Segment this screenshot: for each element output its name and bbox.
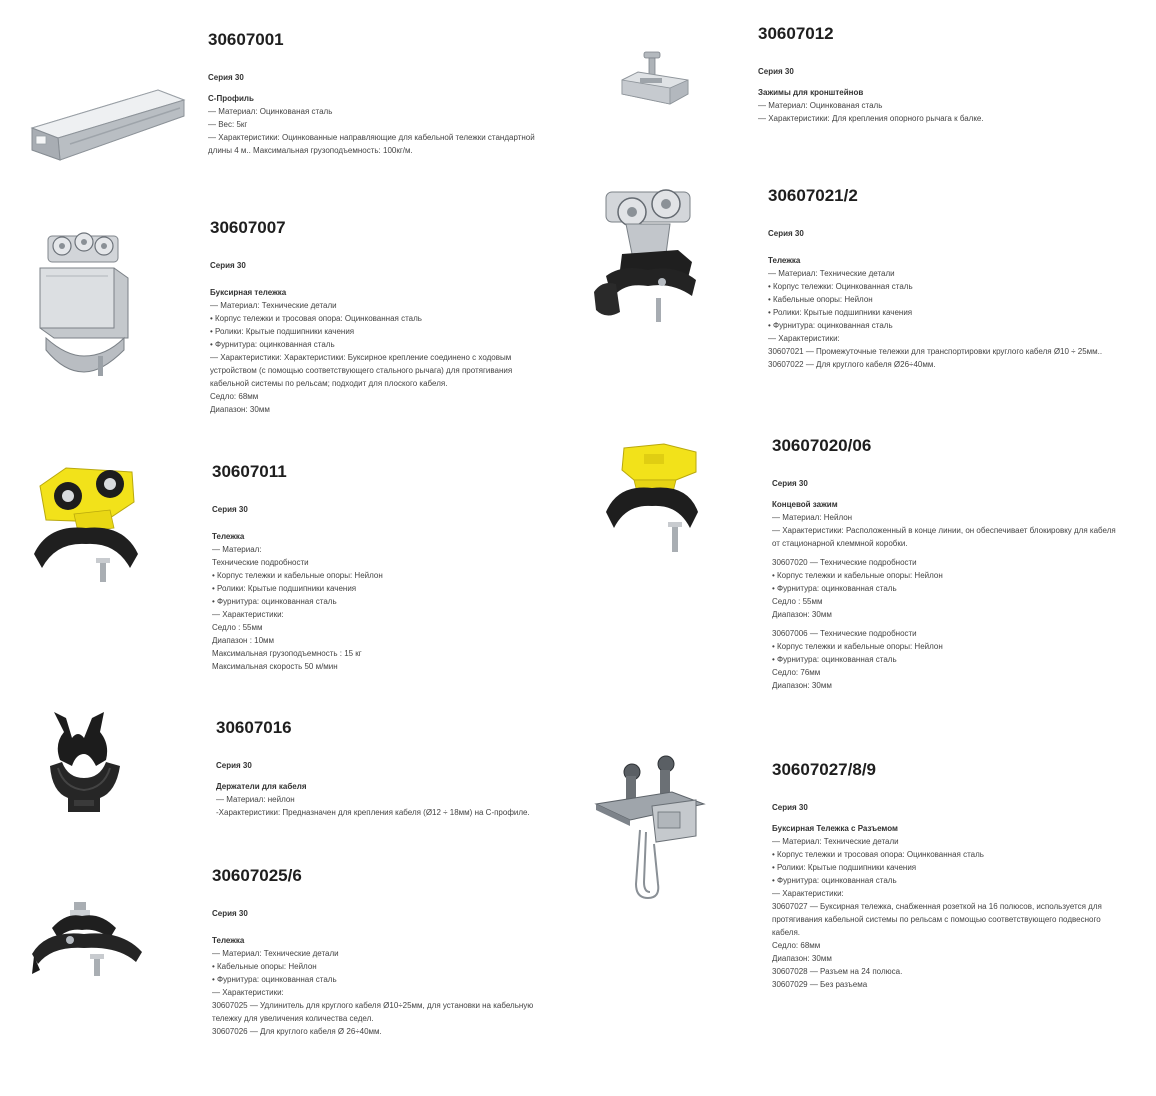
spec-line: Седло : 55мм [212,623,263,632]
spec-line: Седло: 68мм [772,941,821,950]
spec-line: — Материал: Нейлон [772,513,853,522]
spec-line: от стационарной клеммной коробки. [772,539,908,548]
product-code: 30607020/06 [772,436,872,455]
product-series: Серия 30 [772,803,808,812]
spec-line: Диапазон: 30мм [772,954,832,963]
spec-line: • Ролики: Крытые подшипники качения [210,327,355,336]
spec-line: 30607025 — Удлинитель для круглого кабеля Ø10÷25мм, для установки на кабельную [212,1001,534,1010]
spec-line: длины 4 м.. Максимальная грузоподъемность: 100кг/м. [208,146,413,155]
spec-line: • Корпус тележки: Оцинкованная сталь [768,282,913,291]
spec-line: • Корпус тележки и кабельные опоры: Нейлон [772,642,943,651]
spec-line: 30607026 — Для круглого кабеля Ø 26÷40мм. [212,1027,382,1036]
spec-line: Максимальная грузоподъемность : 15 кг [212,649,362,658]
product-code: 30607012 [758,24,834,43]
spec-line: 30607029 — Без разъема [772,980,868,989]
product-name: Буксирная тележка [210,288,287,297]
spec-line: — Характеристики: Расположенный в конце линии, он обеспечивает блокировку для кабеля [772,526,1116,535]
spec-line: Седло : 55мм [772,597,823,606]
towing-trolley-image [36,228,132,384]
product-code: 30607027/8/9 [772,760,876,779]
spec-line: Технические подробности [212,558,309,567]
spec-line: — Материал: Оцинкованая сталь [208,107,333,116]
yellow-trolley-image [30,462,140,586]
spec-line: • Корпус тележки и кабельные опоры: Нейлон [212,571,383,580]
spec-line: 30607027 — Буксирная тележка, снабженная розеткой на 16 полюсов, используется для [772,902,1102,911]
spec-line: • Фурнитура: оцинкованная сталь [212,597,337,606]
spec-line: 30607022 — Для круглого кабеля Ø26÷40мм. [768,360,936,369]
spec-line: — Характеристики: Характеристики: Буксирное крепление соединено с ходовым [210,353,512,362]
spec-line: • Корпус тележки и тросовая опора: Оцинкованная сталь [210,314,422,323]
spec-line: • Фурнитура: оцинкованная сталь [768,321,893,330]
product-name: Буксирная Тележка с Разъемом [772,824,898,833]
spec-line: — Характеристики: [212,610,284,619]
product-series: Серия 30 [772,479,808,488]
spec-line: • Фурнитура: оцинкованная сталь [210,340,335,349]
product-name: Тележка [768,256,801,265]
spec-line: • Фурнитура: оцинкованная сталь [772,584,897,593]
product-code: 30607007 [210,218,286,237]
spec-line: -Характеристики: Предназначен для крепления кабеля (Ø12 ÷ 18мм) на С-профиле. [216,808,530,817]
spec-line: • Фурнитура: оцинкованная сталь [772,655,897,664]
spec-line: — Характеристики: [772,889,844,898]
product-name: Тележка [212,936,245,945]
spec-line: Диапазон: 30мм [772,681,832,690]
bracket-clamp-image [618,50,692,108]
product-name: Тележка [212,532,245,541]
spec-line: Максимальная скорость 50 м/мин [212,662,338,671]
spec-line: Диапазон : 10мм [212,636,275,645]
spec-line: тележку для увеличения количества седел. [212,1014,374,1023]
product-code: 30607021/2 [768,186,858,205]
product-series: Серия 30 [212,505,248,514]
spec-line: • Кабельные опоры: Нейлон [768,295,873,304]
product-name: С-Профиль [208,94,254,103]
product-series: Серия 30 [208,73,244,82]
spec-line: — Материал: [212,545,262,554]
spec-line: Седло: 68мм [210,392,259,401]
spec-line: — Характеристики: [212,988,284,997]
spec-line: — Материал: Технические детали [212,949,339,958]
spec-line: — Характеристики: Оцинкованные направляющие для кабельной тележки стандартной [208,133,535,142]
spec-line: — Материал: Оцинкованая сталь [758,101,883,110]
product-series: Серия 30 [758,67,794,76]
spec-line: — Материал: Технические детали [210,301,337,310]
spec-line: • Ролики: Крытые подшипники качения [772,863,917,872]
spec-line: — Материал: нейлон [216,795,295,804]
spec-line: • Кабельные опоры: Нейлон [212,962,317,971]
spec-line: • Корпус тележки и кабельные опоры: Нейлон [772,571,943,580]
spec-line: • Ролики: Крытые подшипники качения [768,308,913,317]
spec-line: — Характеристики: Для крепления опорного рычага к балке. [758,114,984,123]
product-series: Серия 30 [212,909,248,918]
product-code: 30607016 [216,718,292,737]
cable-trolley-image [592,180,708,328]
spec-line: • Фурнитура: оцинкованная сталь [212,975,337,984]
product-code: 30607025/6 [212,866,302,885]
product-code: 30607001 [208,30,284,49]
towing-trolley-connector-image [592,752,712,908]
cable-saddle-extension-image [30,898,144,980]
spec-line: кабельной системы по рельсам; подходит для плоского кабеля. [210,379,448,388]
spec-line: устройством (с помощью соответствующего стального рычага) для протягивания [210,366,513,375]
spec-line: • Фурнитура: оцинкованная сталь [772,876,897,885]
spec-line: — Материал: Технические детали [768,269,895,278]
spec-line: Седло: 76мм [772,668,821,677]
c-profile-rail-image [30,86,186,166]
product-series: Серия 30 [216,761,252,770]
spec-line: • Корпус тележки и тросовая опора: Оцинкованная сталь [772,850,984,859]
product-series: Серия 30 [210,261,246,270]
spec-line: — Характеристики: [768,334,840,343]
cable-holder-image [44,708,128,816]
spec-line: Диапазон: 30мм [210,405,270,414]
spec-line: 30607006 — Технические подробности [772,629,917,638]
spec-line: 30607021 — Промежуточные тележки для транспортировки круглого кабеля Ø10 ÷ 25мм.. [768,347,1103,356]
product-name: Держатели для кабеля [216,782,307,791]
spec-line: — Вес: 5кг [208,120,248,129]
product-name: Зажимы для кронштейнов [758,88,864,97]
spec-line: Диапазон: 30мм [772,610,832,619]
product-code: 30607011 [212,462,287,481]
spec-line: протягивания кабельной системы по рельсам с помощью соответствующего подвесного [772,915,1101,924]
product-series: Серия 30 [768,229,804,238]
spec-line: кабеля. [772,928,801,937]
spec-line: • Ролики: Крытые подшипники качения [212,584,357,593]
spec-line: 30607028 — Разъем на 24 полюса. [772,967,903,976]
product-name: Концевой зажим [772,500,838,509]
spec-line: — Материал: Технические детали [772,837,899,846]
end-clamp-image [604,440,700,556]
spec-line: 30607020 — Технические подробности [772,558,917,567]
